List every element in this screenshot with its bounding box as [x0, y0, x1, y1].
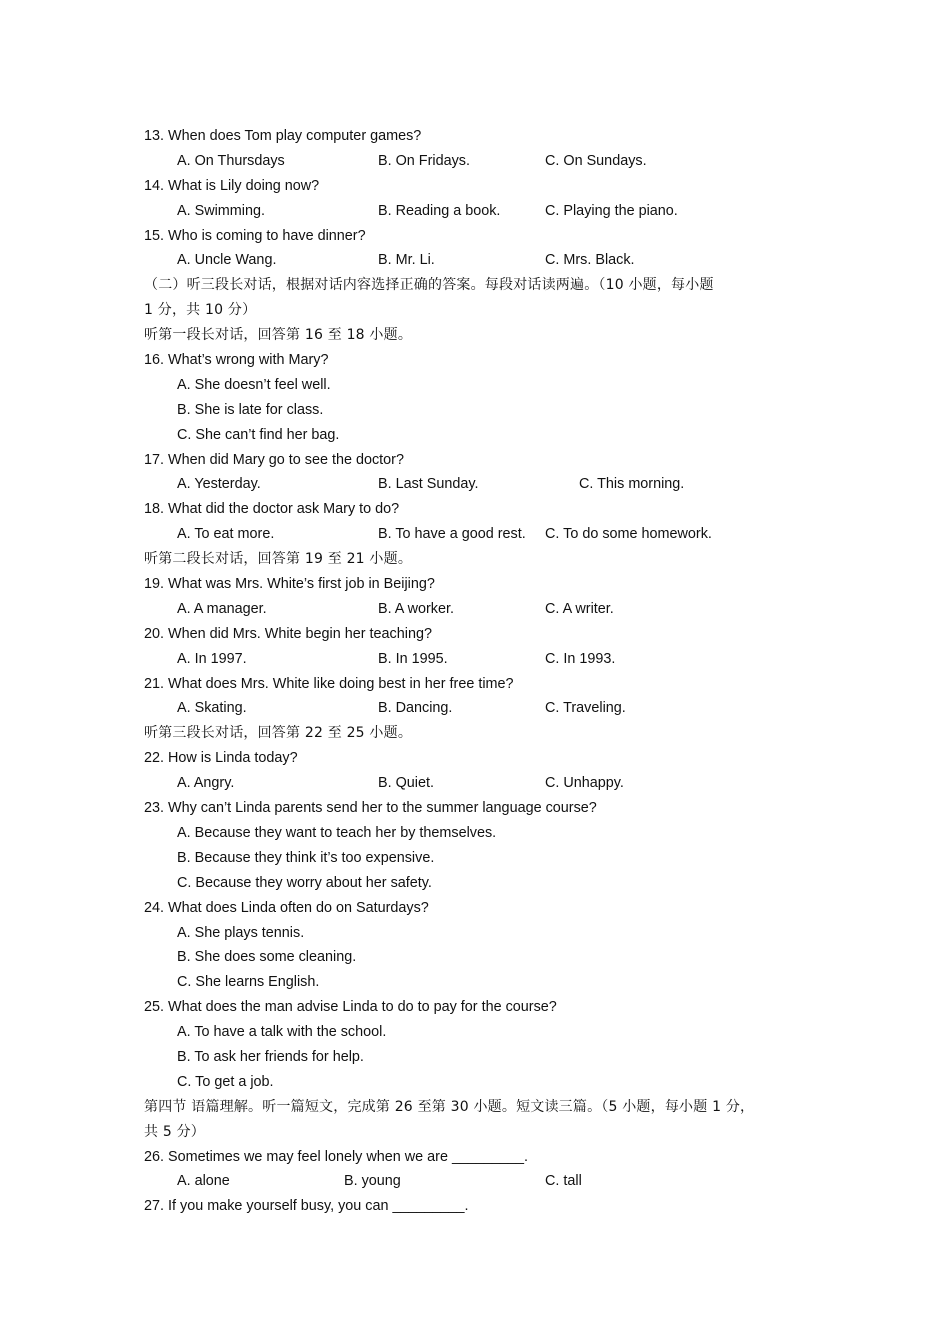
- answer-option: A. She doesn’t feel well.: [177, 376, 331, 393]
- answer-option-c: C. Unhappy.: [545, 775, 624, 792]
- answer-option: C. She learns English.: [177, 974, 320, 991]
- answer-option-b: B. Mr. Li.: [378, 252, 435, 269]
- answer-options-row: [144, 597, 814, 622]
- answer-option-b: B. On Fridays.: [378, 152, 470, 169]
- answer-option-a: A. alone: [177, 1173, 230, 1190]
- answer-option-a: A. To eat more.: [177, 526, 275, 543]
- answer-option: C. To get a job.: [177, 1073, 274, 1090]
- question-text: 26. Sometimes we may feel lonely when we are _________.: [144, 1148, 528, 1165]
- section-instruction: （二）听三段长对话，根据对话内容选择正确的答案。每段对话读两遍。（10 小题，每小题: [144, 277, 714, 294]
- question-text: 25. What does the man advise Linda to do to pay for the course?: [144, 999, 557, 1016]
- answer-option: C. Because they worry about her safety.: [177, 874, 432, 891]
- answer-option-a: A. Angry.: [177, 775, 235, 792]
- question-text: 21. What does Mrs. White like doing best in her free time?: [144, 675, 514, 692]
- answer-option-c: C. A writer.: [545, 600, 614, 617]
- answer-option-b: B. Last Sunday.: [378, 476, 479, 493]
- answer-options-row: [144, 696, 814, 721]
- answer-option-c: C. This morning.: [579, 476, 685, 493]
- question-text: 23. Why can’t Linda parents send her to the summer language course?: [144, 800, 597, 817]
- answer-option-a: A. Uncle Wang.: [177, 252, 277, 269]
- answer-option: A. To have a talk with the school.: [177, 1024, 387, 1041]
- answer-option: C. She can’t find her bag.: [177, 426, 340, 443]
- exam-page: [144, 124, 814, 1219]
- answer-options-row: [144, 1169, 814, 1194]
- question-text: 18. What did the doctor ask Mary to do?: [144, 501, 400, 518]
- section-instruction: 听第二段长对话，回答第 19 至 21 小题。: [144, 551, 413, 568]
- answer-option-c: C. To do some homework.: [545, 526, 712, 543]
- section-instruction: 听第一段长对话，回答第 16 至 18 小题。: [144, 327, 413, 344]
- answer-option-b: B. A worker.: [378, 600, 454, 617]
- answer-option-c: C. In 1993.: [545, 650, 616, 667]
- answer-option-c: C. On Sundays.: [545, 152, 647, 169]
- answer-option-b: B. Reading a book.: [378, 202, 501, 219]
- answer-option-b: B. Quiet.: [378, 775, 434, 792]
- answer-option-b: B. To have a good rest.: [378, 526, 526, 543]
- answer-option-b: B. young: [344, 1173, 401, 1190]
- question-text: 19. What was Mrs. White’s first job in Beijing?: [144, 576, 435, 593]
- answer-option-b: B. Dancing.: [378, 700, 453, 717]
- answer-options-row: [144, 199, 814, 224]
- answer-option-c: C. tall: [545, 1173, 582, 1190]
- answer-options-row: [144, 647, 814, 672]
- answer-options-row: [144, 522, 814, 547]
- question-text: 27. If you make yourself busy, you can _________.: [144, 1198, 469, 1215]
- answer-option: B. She is late for class.: [177, 401, 324, 418]
- answer-option: B. Because they think it’s too expensive.: [177, 849, 435, 866]
- answer-option: A. Because they want to teach her by themselves.: [177, 824, 497, 841]
- answer-option-a: A. Skating.: [177, 700, 247, 717]
- answer-option-b: B. In 1995.: [378, 650, 448, 667]
- answer-option-a: A. Swimming.: [177, 202, 265, 219]
- answer-option-c: C. Mrs. Black.: [545, 252, 635, 269]
- question-text: 15. Who is coming to have dinner?: [144, 227, 366, 244]
- question-text: 22. How is Linda today?: [144, 750, 298, 767]
- section-instruction: 第四节 语篇理解。听一篇短文，完成第 26 至第 30 小题。短文读三篇。（5 小题，每小题 1 分，: [144, 1098, 755, 1115]
- answer-options-row: [144, 248, 814, 273]
- answer-option-a: A. Yesterday.: [177, 476, 261, 493]
- answer-options-row: [144, 149, 814, 174]
- answer-options-row: [144, 771, 814, 796]
- question-text: 13. When does Tom play computer games?: [144, 128, 422, 144]
- answer-option-c: C. Traveling.: [545, 700, 626, 717]
- question-text: 14. What is Lily doing now?: [144, 177, 320, 194]
- section-instruction: 1 分，共 10 分）: [144, 302, 257, 319]
- answer-option-a: A. On Thursdays: [177, 152, 285, 169]
- answer-options-row: [144, 472, 814, 497]
- answer-option: B. She does some cleaning.: [177, 949, 357, 966]
- question-text: 20. When did Mrs. White begin her teaching?: [144, 625, 432, 642]
- answer-option: A. She plays tennis.: [177, 924, 305, 941]
- section-instruction: 共 5 分）: [144, 1123, 206, 1140]
- answer-option: B. To ask her friends for help.: [177, 1048, 364, 1065]
- answer-option-a: A. A manager.: [177, 600, 267, 617]
- question-text: 24. What does Linda often do on Saturdays?: [144, 899, 429, 916]
- question-text: 17. When did Mary go to see the doctor?: [144, 451, 404, 468]
- section-instruction: 听第三段长对话，回答第 22 至 25 小题。: [144, 725, 413, 742]
- answer-option-a: A. In 1997.: [177, 650, 247, 667]
- question-text: 16. What’s wrong with Mary?: [144, 352, 329, 369]
- answer-option-c: C. Playing the piano.: [545, 202, 678, 219]
